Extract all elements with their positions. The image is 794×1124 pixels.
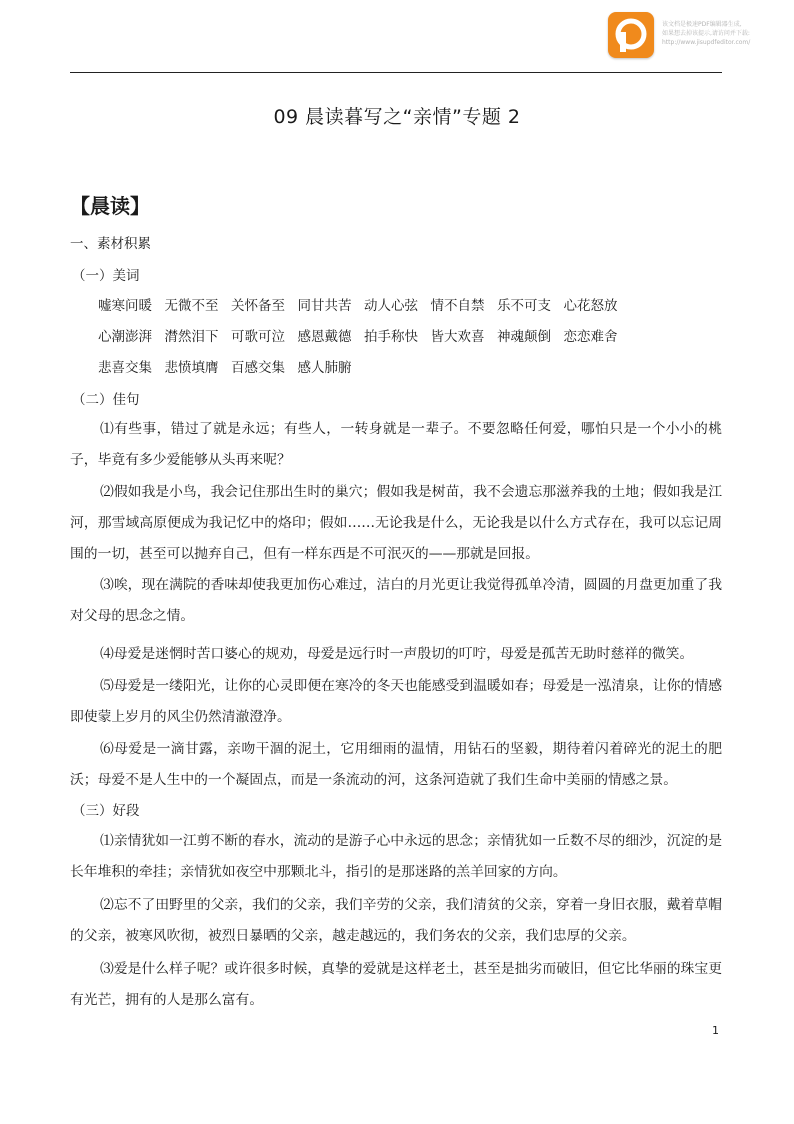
part-heading-material: 一、素材积累 <box>70 236 151 252</box>
word-item: 无微不至 <box>164 298 219 314</box>
word-item: 可歌可泣 <box>231 329 285 345</box>
section-heading-morning-reading: 【晨读】 <box>70 194 150 218</box>
sentence-paragraph: ⑶唉，现在满院的香味却使我更加伤心难过，洁白的月光更让我觉得孤单冷清，圆圆的月盘更加重了我对父母的思念之情。 <box>70 577 722 624</box>
subheading-beautiful-words: （一）美词 <box>72 268 140 284</box>
sentence-paragraph: ⑵假如我是小鸟，我会记住那出生时的巢穴；假如我是树苗，我不会遗忘那滋养我的土地；假如我是江河，那雪域高原便成为我记忆中的烙印；假如……无论我是什么，无论我是以什么方式存在，我可以忘记周围的一切，甚至可以抛弃自己，但有一样东西是不可泯灭的——那就是回报。 <box>70 484 722 562</box>
subheading-good-sentences: （二）佳句 <box>72 392 140 408</box>
word-item: 悲喜交集 <box>98 360 152 376</box>
header-divider <box>70 72 722 73</box>
word-item: 感人肺腑 <box>297 360 352 376</box>
word-item: 皆大欢喜 <box>430 329 485 345</box>
good-paragraph: ⑴亲情犹如一江剪不断的春水，流动的是游子心中永远的思念；亲情犹如一丘数不尽的细沙，沉淀的是长年堆积的牵挂；亲情犹如夜空中那颗北斗，指引的是那迷路的羔羊回家的方向。 <box>70 833 722 880</box>
subheading-good-paragraphs: （三）好段 <box>72 803 140 819</box>
word-item: 神魂颠倒 <box>497 329 551 345</box>
word-item: 动人心弦 <box>364 298 418 314</box>
word-item: 关怀备至 <box>231 298 285 314</box>
sentence-paragraph: ⑸母爱是一缕阳光，让你的心灵即便在寒冷的冬天也能感受到温暖如春；母爱是一泓清泉，让你的情感即使蒙上岁月的风尘仍然清澈澄净。 <box>70 678 722 725</box>
word-item: 情不自禁 <box>430 298 485 314</box>
page-number: 1 <box>712 1024 719 1037</box>
word-row <box>98 325 630 345</box>
word-item: 悲愤填膺 <box>164 360 219 376</box>
sentence-paragraph: ⑷母爱是迷惘时苦口婆心的规劝，母爱是远行时一声殷切的叮咛，母爱是孤苦无助时慈祥的微笑。 <box>100 646 694 662</box>
word-item: 同甘共苦 <box>297 298 352 314</box>
pdf-editor-logo <box>608 12 654 58</box>
word-row <box>98 356 364 376</box>
word-item: 心花怒放 <box>563 298 618 314</box>
word-item: 心潮澎湃 <box>98 329 152 345</box>
good-paragraph: ⑵忘不了田野里的父亲，我们的父亲，我们辛劳的父亲，我们清贫的父亲，穿着一身旧衣服，戴着草帽的父亲，被寒风吹彻，被烈日暴晒的父亲，越走越远的，我们务农的父亲，我们忠厚的父亲。 <box>70 897 722 944</box>
word-item: 拍手称快 <box>364 329 418 345</box>
word-item: 潸然泪下 <box>164 329 219 345</box>
document-title: 09 晨读暮写之“亲情”专题 2 <box>273 106 521 128</box>
watermark-line: http://www.jisupdfeditor.com/ <box>662 39 751 46</box>
word-item: 百感交集 <box>231 360 285 376</box>
pdf-p-icon <box>608 12 654 58</box>
word-item: 嘘寒问暖 <box>98 298 152 314</box>
word-item: 乐不可支 <box>497 298 551 314</box>
word-item: 感恩戴德 <box>297 329 352 345</box>
sentence-paragraph: ⑹母爱是一滴甘露，亲吻干涸的泥土，它用细雨的温情，用钻石的坚毅，期待着闪着碎光的泥土的肥沃；母爱不是人生中的一个凝固点，而是一条流动的河，这条河造就了我们生命中美丽的情感之景。 <box>70 741 722 788</box>
watermark-text <box>662 20 790 47</box>
watermark-line: 该文档是极速PDF编辑器生成, <box>662 21 742 28</box>
sentence-paragraph: ⑴有些事，错过了就是永远；有些人，一转身就是一辈子。不要忽略任何爱，哪怕只是一个小小的桃子，毕竟有多少爱能够从头再来呢？ <box>70 421 722 468</box>
watermark-line: 如果想去掉该提示,请访问并下载: <box>662 30 750 37</box>
word-row <box>98 294 630 314</box>
word-item: 恋恋难舍 <box>563 329 618 345</box>
good-paragraph: ⑶爱是什么样子呢？或许很多时候，真挚的爱就是这样老土，甚至是拙劣而破旧，但它比华丽的珠宝更有光芒，拥有的人是那么富有。 <box>70 961 722 1008</box>
